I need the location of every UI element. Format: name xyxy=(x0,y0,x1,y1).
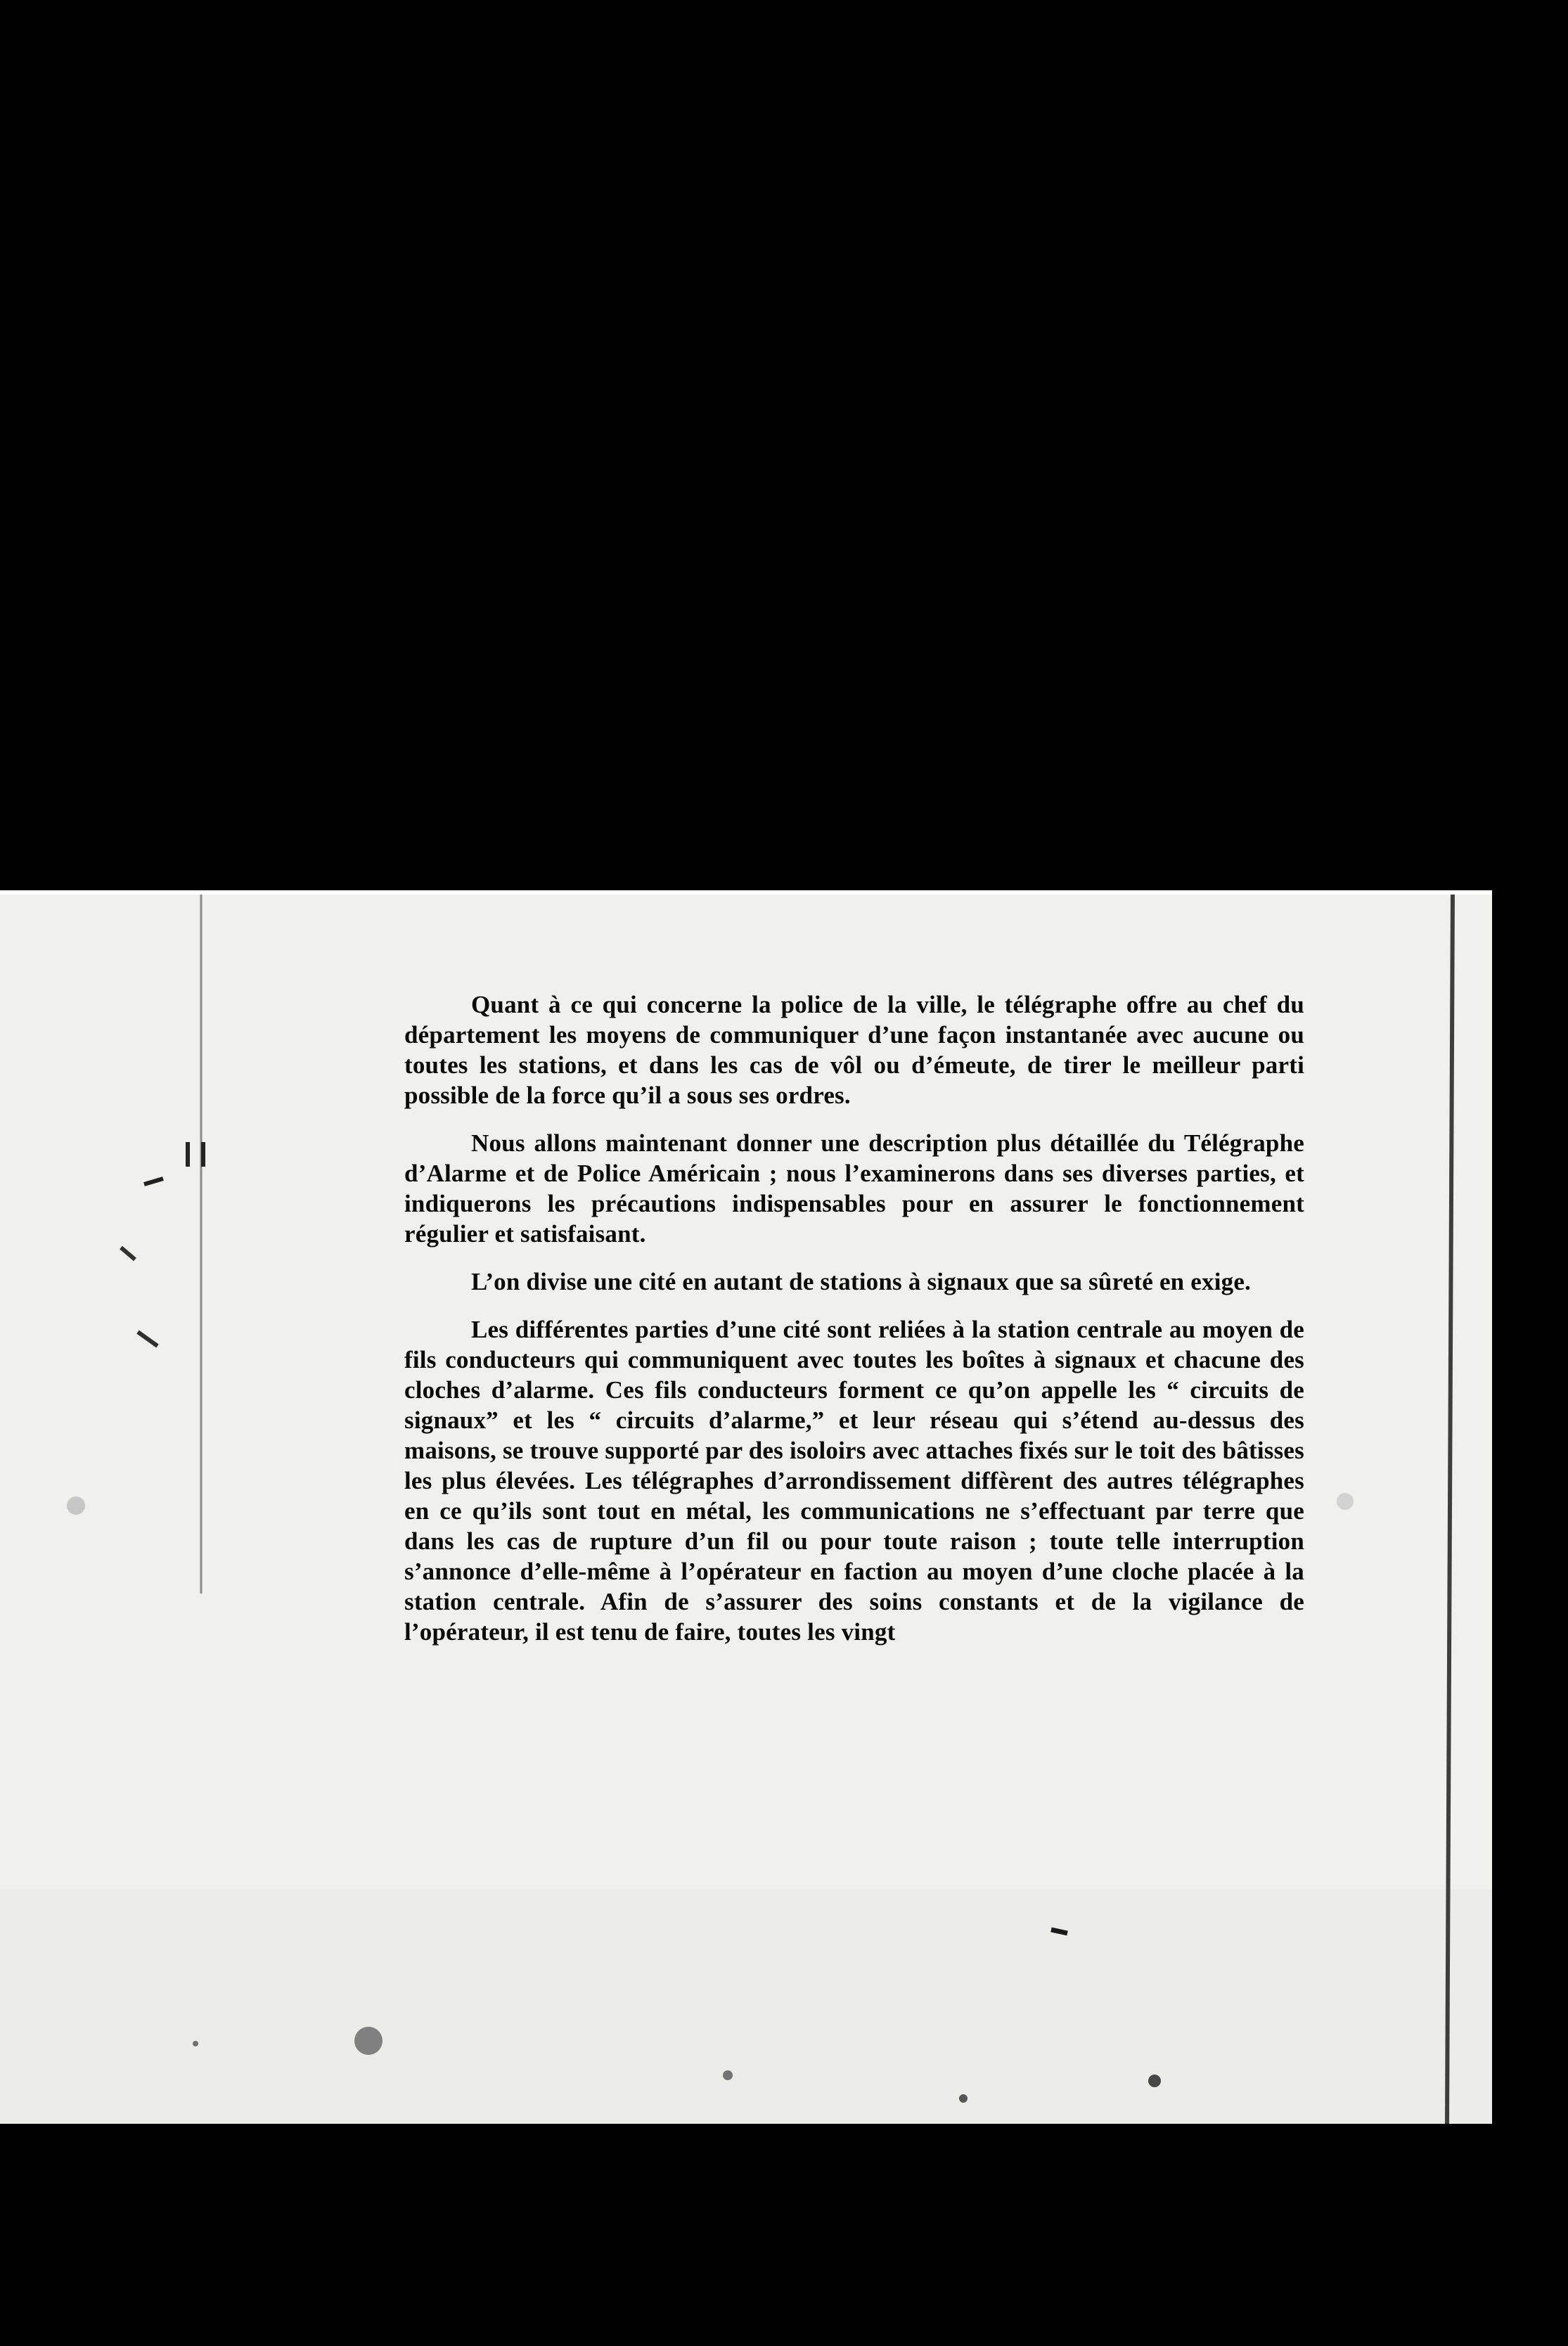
top-black-border xyxy=(0,0,1568,880)
bottom-black-border xyxy=(0,2124,1568,2346)
right-dark-scan-edge xyxy=(1492,890,1568,2124)
paragraph-police-communication: Quant à ce qui concerne la police de la ville, le télégraphe offre au chef du département les moyens de communiquer d’une façon instantanée avec aucune ou toutes les stations, et dans les cas de vôl ou d’émeute, de tirer le meilleur parti possible de la force qu’il a sous ses ordres. xyxy=(404,991,1304,1109)
scanned-page xyxy=(0,890,1492,2124)
paragraph-detailed-description: Nous allons maintenant donner une description plus détaillée du Télégraphe d’Alarme et de Police Américain ; nous l’examinerons dans ses diverses parties, et indiquerons les précautions indispensables pour en assurer le fonctionnement régulier et satisfaisant. xyxy=(404,1129,1304,1248)
paragraph-city-stations: L’on divise une cité en autant de stations à signaux que sa sûreté en exige. xyxy=(471,1268,1252,1295)
paragraph-network-circuits: Les différentes parties d’une cité sont reliées à la station centrale au moyen de fils conducteurs qui communiquent avec toutes les boîtes à signaux et chacune des cloches d’alarme. Ces fils conducteurs forment ce qu’on appelle les “ circuits de signaux” et les “ circuits d’alarme,” et leur réseau qui s’étend au-dessus des maisons, se trouve supporté par des isoloirs avec attaches fixés sur le toit des bâtisses les plus élevées. Les télégraphes d’arrondissement diffèrent des autres télégraphes en ce qu’ils sont tout en métal, les communications ne s’effectuant par terre que dans les cas de rupture d’un fil ou pour toute raison ; toute telle interruption s’annonce d’elle-même à l’opérateur en faction au moyen d’une cloche placée à la station centrale. Afin de s’assurer des soins constants et de la vigilance de l’opérateur, il est tenu de faire, toutes les vingt xyxy=(404,1316,1304,1646)
document-text-column xyxy=(404,989,1304,1647)
